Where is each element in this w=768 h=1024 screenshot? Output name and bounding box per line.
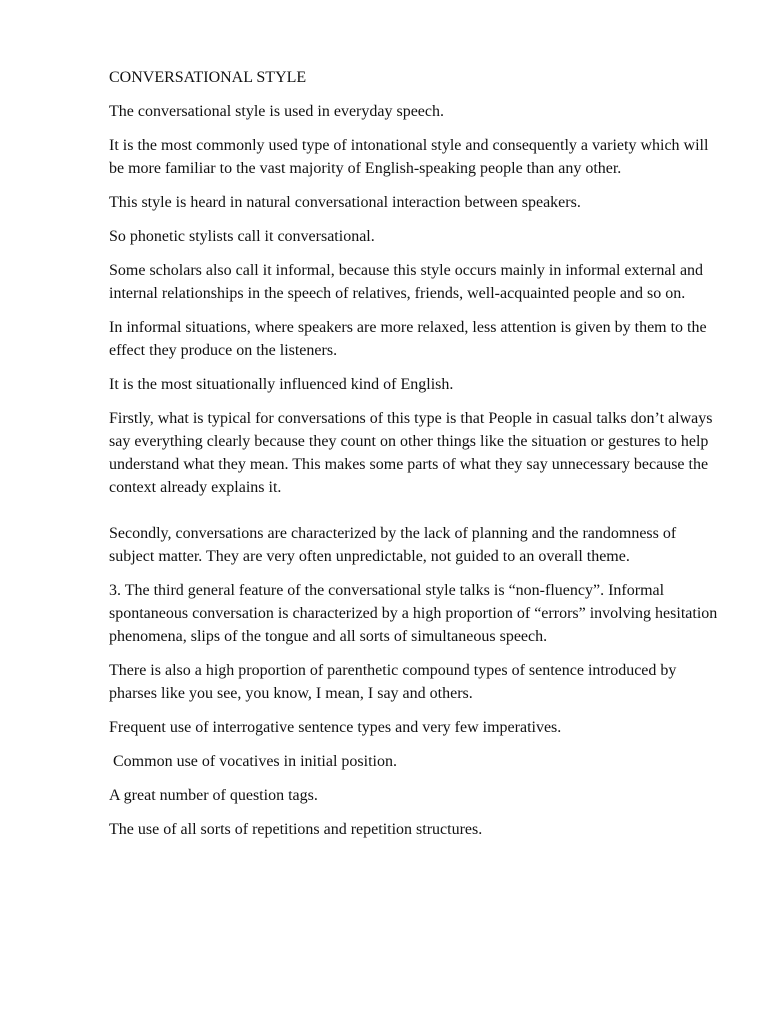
paragraph-intro: The conversational style is used in everyday speech. <box>109 103 444 120</box>
paragraph-natural-interaction: This style is heard in natural conversational interaction between speakers. <box>109 194 581 211</box>
paragraph-secondly: Secondly, conversations are characterized by the lack of planning and the randomness of subject matter. They are very often unpredictable, not guided to an overall theme. <box>109 525 677 565</box>
paragraph-phonetic-stylists: So phonetic stylists call it conversational. <box>109 228 375 245</box>
paragraph-repetitions: The use of all sorts of repetitions and repetition structures. <box>109 821 483 838</box>
paragraph-interrogative: Frequent use of interrogative sentence types and very few imperatives. <box>109 719 562 736</box>
paragraph-third-feature: 3. The third general feature of the conversational style talks is “non-fluency”. Informal spontaneous conversation is characterized by a high proportion of “errors” involving hesitation phenomena, slips of the tongue and all sorts of simultaneous speech. <box>109 582 718 645</box>
paragraph-parenthetic: There is also a high proportion of parenthetic compound types of sentence introduced by pharses like you see, you know, I mean, I say and others. <box>109 662 677 702</box>
paragraph-question-tags: A great number of question tags. <box>109 787 318 804</box>
paragraph-vocatives: Common use of vocatives in initial position. <box>113 753 397 770</box>
paragraph-common-usage: It is the most commonly used type of intonational style and consequently a variety which will be more familiar to the vast majority of English-speaking people than any other. <box>109 137 709 177</box>
paragraph-firstly: Firstly, what is typical for conversations of this type is that People in casual talks don’t always say everything clearly because they count on other things like the situation or gestures to help understand what they mean. This makes some parts of what they say unnecessary because the context already explains it. <box>109 410 713 496</box>
document-page <box>109 66 719 852</box>
document-title: CONVERSATIONAL STYLE <box>109 69 307 86</box>
paragraph-informal-situations: In informal situations, where speakers are more relaxed, less attention is given by them to the effect they produce on the listeners. <box>109 319 707 359</box>
paragraph-situational: It is the most situationally influenced kind of English. <box>109 376 454 393</box>
paragraph-informal: Some scholars also call it informal, because this style occurs mainly in informal external and internal relationships in the speech of relatives, friends, well-acquainted people and so on. <box>109 262 704 302</box>
